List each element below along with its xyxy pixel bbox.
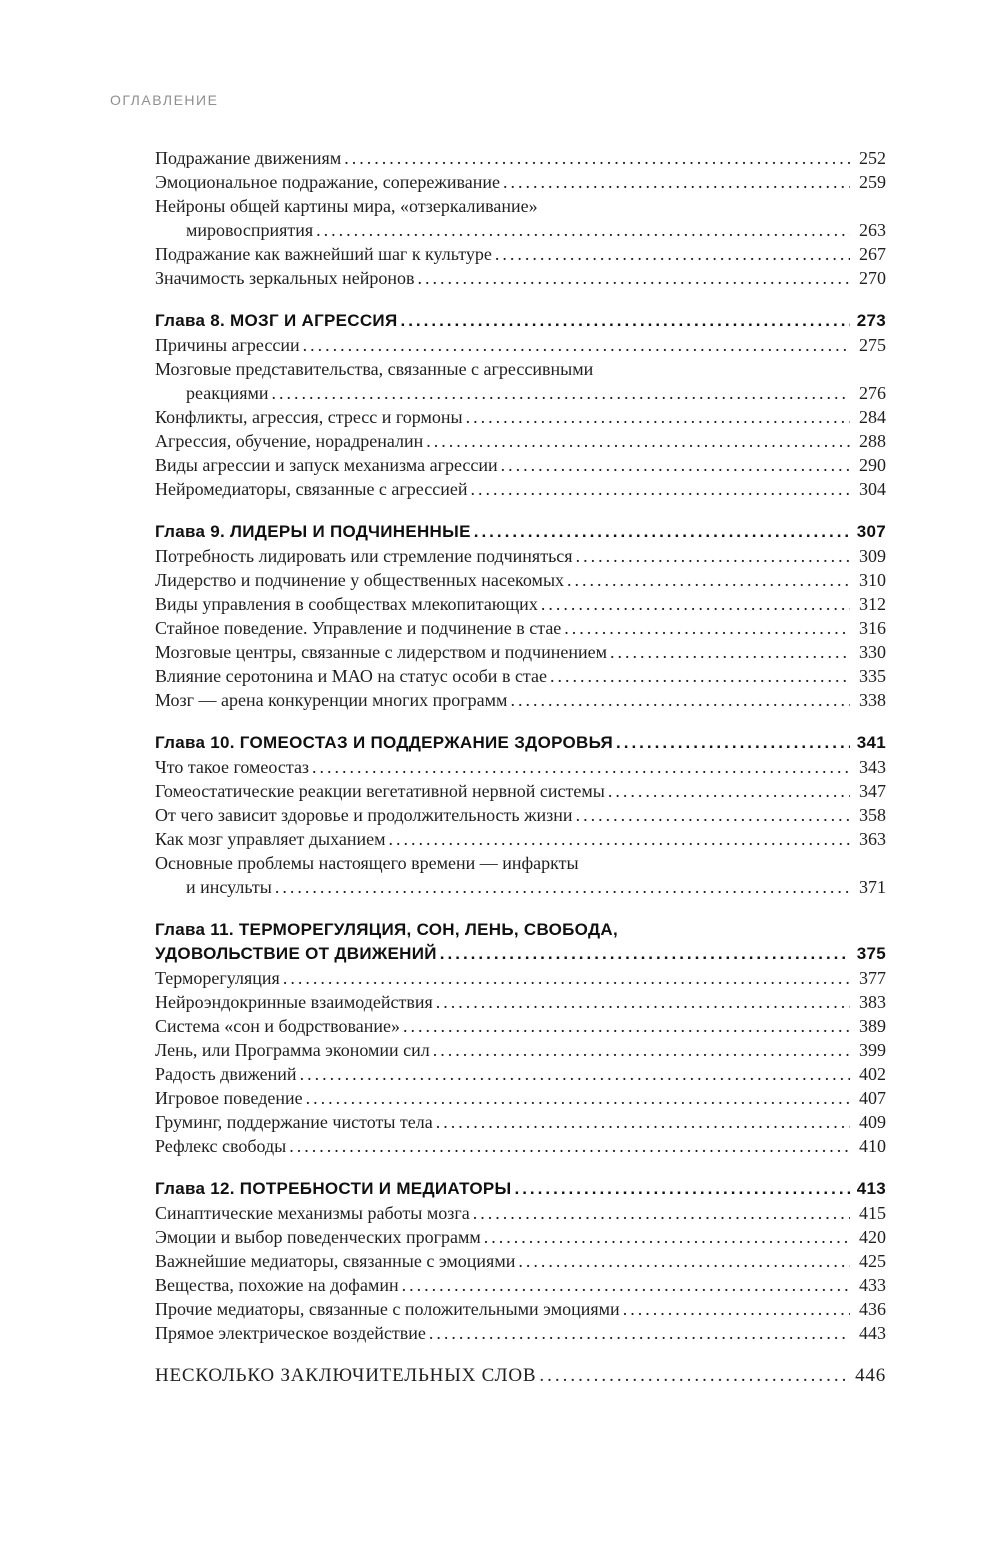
toc-entry <box>155 146 886 170</box>
toc-entry-title: Нейроны общей картины мира, «отзеркаливание» <box>155 196 538 216</box>
toc-entry <box>155 568 886 592</box>
page-number: 259 <box>859 172 886 192</box>
toc-entry <box>155 1062 886 1086</box>
page-number: 288 <box>859 431 886 451</box>
dot-leader <box>474 520 850 544</box>
dot-leader <box>389 827 850 851</box>
page-number: 409 <box>859 1112 886 1132</box>
page-number: 341 <box>856 733 886 752</box>
dot-leader <box>466 405 850 429</box>
dot-leader <box>539 1364 849 1388</box>
page-number: 338 <box>859 690 886 710</box>
page-number: 377 <box>859 968 886 988</box>
page-number: 433 <box>859 1275 886 1295</box>
toc-entry <box>155 779 886 803</box>
toc-entry-title: мировосприятия <box>186 220 314 240</box>
toc-entry-title: Синаптические механизмы работы мозга <box>155 1203 470 1223</box>
dot-leader <box>272 381 850 405</box>
toc-entry <box>155 966 886 990</box>
toc-entry <box>155 1086 886 1110</box>
dot-leader <box>275 875 850 899</box>
dot-leader <box>495 242 850 266</box>
toc-entry <box>155 1038 886 1062</box>
toc-chapter-entry <box>155 520 886 544</box>
toc-entry <box>155 333 886 357</box>
dot-leader <box>564 616 850 640</box>
toc-entry-title: Потребность лидировать или стремление подчиняться <box>155 546 573 566</box>
dot-leader <box>608 779 850 803</box>
toc-entry <box>155 1297 886 1321</box>
dot-leader <box>484 1225 850 1249</box>
dot-leader <box>623 1297 850 1321</box>
toc-entry-title: Глава 8. МОЗГ И АГРЕССИЯ <box>155 311 398 330</box>
page-number: 363 <box>859 829 886 849</box>
toc-entry <box>155 592 886 616</box>
toc-entry-title: Влияние серотонина и МАО на статус особи в стае <box>155 666 547 686</box>
page-number: 410 <box>859 1136 886 1156</box>
toc-chapter-entry <box>155 918 886 966</box>
toc-entry <box>155 544 886 568</box>
page-number: 273 <box>856 311 886 330</box>
toc-entry-title: Глава 10. ГОМЕОСТАЗ И ПОДДЕРЖАНИЕ ЗДОРОВЬЯ <box>155 733 614 752</box>
page-number: 420 <box>859 1227 886 1247</box>
toc-entry <box>155 664 886 688</box>
toc-entry-title: Глава 11. ТЕРМОРЕГУЛЯЦИЯ, СОН, ЛЕНЬ, СВОБОДА, <box>155 920 618 939</box>
page-number: 389 <box>859 1016 886 1036</box>
dot-leader <box>303 333 850 357</box>
dot-leader <box>503 170 850 194</box>
toc-entry <box>155 405 886 429</box>
page-number: 290 <box>859 455 886 475</box>
toc-entry-title: реакциями <box>186 383 269 403</box>
page-number: 276 <box>859 383 886 403</box>
dot-leader <box>433 1038 850 1062</box>
toc-entry <box>155 1110 886 1134</box>
page-number: 383 <box>859 992 886 1012</box>
page-number: 284 <box>859 407 886 427</box>
toc-entry-title: Терморегуляция <box>155 968 280 988</box>
page-number: 309 <box>859 546 886 566</box>
dot-leader <box>436 990 850 1014</box>
page-number: 267 <box>859 244 886 264</box>
toc-entry-title: Причины агрессии <box>155 335 300 355</box>
dot-leader <box>576 803 850 827</box>
toc-entry-title: УДОВОЛЬСТВИЕ ОТ ДВИЖЕНИЙ <box>155 944 437 963</box>
dot-leader <box>400 309 850 333</box>
toc-final-entry <box>155 1364 886 1388</box>
page-number: 304 <box>859 479 886 499</box>
page-number: 446 <box>855 1365 886 1386</box>
page-number: 252 <box>859 148 886 168</box>
page-number: 413 <box>856 1179 886 1198</box>
toc-entry <box>155 1249 886 1273</box>
toc-entry-title: Важнейшие медиаторы, связанные с эмоциями <box>155 1251 516 1271</box>
page-number: 343 <box>859 757 886 777</box>
dot-leader <box>418 266 850 290</box>
toc-entry-title: НЕСКОЛЬКО ЗАКЛЮЧИТЕЛЬНЫХ СЛОВ <box>155 1365 537 1386</box>
toc-entry-title: Нейроэндокринные взаимодействия <box>155 992 433 1012</box>
toc-entry-title: Мозг — арена конкуренции многих программ <box>155 690 508 710</box>
toc-entry-title: Виды агрессии и запуск механизма агрессии <box>155 455 498 475</box>
toc-entry-title: Лидерство и подчинение у общественных насекомых <box>155 570 565 590</box>
toc-entry-title: Игровое поведение <box>155 1088 303 1108</box>
dot-leader <box>312 755 850 779</box>
dot-leader <box>316 218 850 242</box>
toc-entry <box>155 616 886 640</box>
dot-leader <box>576 544 850 568</box>
page-number: 335 <box>859 666 886 686</box>
page-number: 443 <box>859 1323 886 1343</box>
toc-entry <box>155 1201 886 1225</box>
toc-entry <box>155 1273 886 1297</box>
toc-entry-title: Радость движений <box>155 1064 297 1084</box>
page-header: ОГЛАВЛЕНИЕ <box>110 92 219 108</box>
toc-entry-title: Что такое гомеостаз <box>155 757 310 777</box>
page-number: 270 <box>859 268 886 288</box>
toc-entry-title: Агрессия, обучение, норадреналин <box>155 431 424 451</box>
toc-entry-title: Рефлекс свободы <box>155 1136 287 1156</box>
toc-entry-title: Подражание движениям <box>155 148 342 168</box>
toc-entry-title: Эмоциональное подражание, сопереживание <box>155 172 500 192</box>
page-number: 425 <box>859 1251 886 1271</box>
page-number: 330 <box>859 642 886 662</box>
toc-chapter-entry <box>155 731 886 755</box>
toc-entry-title: Прямое электрическое воздействие <box>155 1323 426 1343</box>
toc-entry <box>155 1014 886 1038</box>
page-number: 436 <box>859 1299 886 1319</box>
page-number: 310 <box>859 570 886 590</box>
toc-entry-title: Стайное поведение. Управление и подчинение в стае <box>155 618 562 638</box>
dot-leader <box>470 477 850 501</box>
page-number: 371 <box>859 877 886 897</box>
toc-entry-title: Конфликты, агрессия, стресс и гормоны <box>155 407 463 427</box>
dot-leader <box>289 1134 850 1158</box>
page-number: 375 <box>856 944 886 963</box>
toc-entry-title: Мозговые представительства, связанные с агрессивными <box>155 359 594 379</box>
dot-leader <box>510 688 850 712</box>
toc-entry <box>155 640 886 664</box>
toc-chapter-entry <box>155 1177 886 1201</box>
dot-leader <box>610 640 850 664</box>
dot-leader <box>550 664 850 688</box>
dot-leader <box>306 1086 850 1110</box>
toc-entry <box>155 453 886 477</box>
page-number: 347 <box>859 781 886 801</box>
dot-leader <box>402 1273 850 1297</box>
toc-entry-title: Вещества, похожие на дофамин <box>155 1275 399 1295</box>
toc-entry-title: От чего зависит здоровье и продолжительность жизни <box>155 805 573 825</box>
dot-leader <box>514 1177 850 1201</box>
page-number: 307 <box>856 522 886 541</box>
toc-entry <box>155 1225 886 1249</box>
dot-leader <box>473 1201 850 1225</box>
dot-leader <box>344 146 850 170</box>
dot-leader <box>436 1110 850 1134</box>
dot-leader <box>501 453 850 477</box>
toc-entry-title: Как мозг управляет дыханием <box>155 829 386 849</box>
toc-entry <box>155 477 886 501</box>
toc-entry <box>155 357 886 405</box>
toc-list <box>155 146 886 1388</box>
toc-entry-title: Мозговые центры, связанные с лидерством и подчинением <box>155 642 607 662</box>
toc-entry <box>155 1134 886 1158</box>
toc-entry-title: Гомеостатические реакции вегетативной нервной системы <box>155 781 605 801</box>
toc-entry-title: Глава 12. ПОТРЕБНОСТИ И МЕДИАТОРЫ <box>155 1179 512 1198</box>
toc-entry <box>155 851 886 899</box>
dot-leader <box>616 731 850 755</box>
toc-entry-title: и инсульты <box>186 877 272 897</box>
toc-entry <box>155 688 886 712</box>
toc-entry <box>155 827 886 851</box>
toc-entry-title: Лень, или Программа экономии сил <box>155 1040 430 1060</box>
dot-leader <box>426 429 850 453</box>
toc-entry <box>155 429 886 453</box>
dot-leader <box>300 1062 850 1086</box>
toc-entry-title: Система «сон и бодрствование» <box>155 1016 401 1036</box>
page-number: 415 <box>859 1203 886 1223</box>
page-number: 399 <box>859 1040 886 1060</box>
dot-leader <box>429 1321 850 1345</box>
toc-entry <box>155 242 886 266</box>
page-number: 407 <box>859 1088 886 1108</box>
toc-entry-title: Груминг, поддержание чистоты тела <box>155 1112 433 1132</box>
dot-leader <box>541 592 850 616</box>
toc-entry <box>155 1321 886 1345</box>
toc-entry <box>155 194 886 242</box>
toc-entry-title: Значимость зеркальных нейронов <box>155 268 415 288</box>
toc-entry <box>155 170 886 194</box>
toc-chapter-entry <box>155 309 886 333</box>
page-number: 312 <box>859 594 886 614</box>
page-number: 358 <box>859 805 886 825</box>
toc-entry <box>155 803 886 827</box>
page-number: 263 <box>859 220 886 240</box>
toc-entry-title: Виды управления в сообществах млекопитающих <box>155 594 538 614</box>
dot-leader <box>518 1249 850 1273</box>
dot-leader <box>403 1014 850 1038</box>
toc-entry-title: Эмоции и выбор поведенческих программ <box>155 1227 481 1247</box>
toc-entry-title: Подражание как важнейший шаг к культуре <box>155 244 492 264</box>
toc-entry-title: Прочие медиаторы, связанные с положительными эмоциями <box>155 1299 620 1319</box>
dot-leader <box>440 942 850 966</box>
dot-leader <box>567 568 850 592</box>
page-number: 402 <box>859 1064 886 1084</box>
page-number: 316 <box>859 618 886 638</box>
dot-leader <box>283 966 850 990</box>
toc-entry <box>155 990 886 1014</box>
toc-entry-title: Глава 9. ЛИДЕРЫ И ПОДЧИНЕННЫЕ <box>155 522 471 541</box>
page-number: 275 <box>859 335 886 355</box>
toc-entry <box>155 755 886 779</box>
toc-entry <box>155 266 886 290</box>
toc-entry-title: Нейромедиаторы, связанные с агрессией <box>155 479 468 499</box>
toc-entry-title: Основные проблемы настоящего времени — инфаркты <box>155 853 579 873</box>
